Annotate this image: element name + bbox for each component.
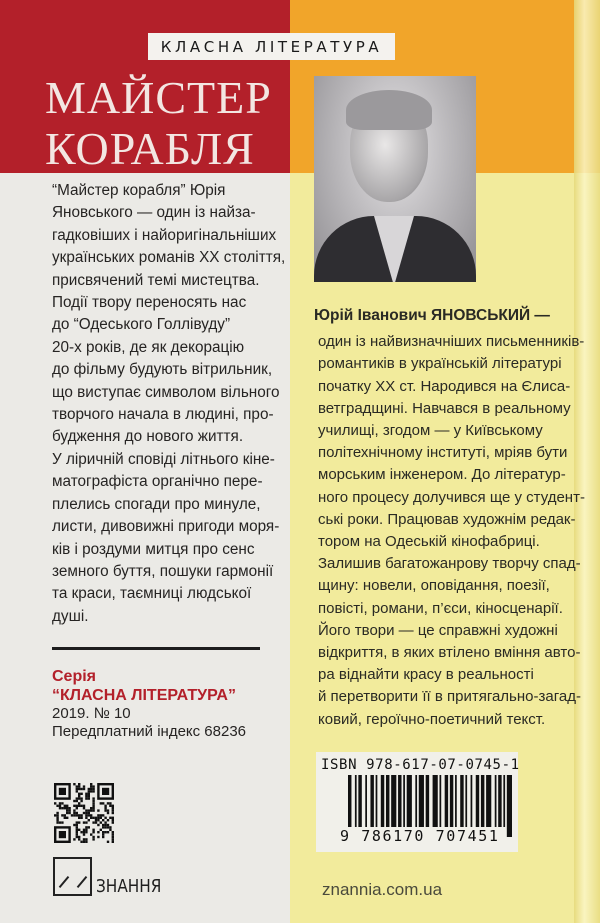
qr-module bbox=[104, 809, 106, 811]
barcode-bar bbox=[507, 775, 512, 837]
barcode-bar bbox=[381, 775, 384, 827]
qr-module bbox=[92, 831, 94, 833]
series-banner bbox=[148, 33, 395, 60]
text-line: листи, дивовижні пригоди моря- bbox=[52, 518, 280, 536]
qr-module bbox=[78, 838, 80, 840]
qr-module bbox=[78, 817, 80, 819]
qr-module bbox=[100, 814, 102, 816]
qr-module bbox=[92, 821, 94, 823]
qr-module bbox=[66, 805, 68, 807]
text-line: початку XX ст. Народився на Єлиса- bbox=[318, 377, 571, 395]
qr-module bbox=[95, 819, 97, 821]
qr-module bbox=[92, 809, 94, 811]
qr-module bbox=[76, 821, 78, 823]
qr-module bbox=[92, 807, 94, 809]
qr-module bbox=[76, 826, 78, 828]
text-line: що виступає символом вільного bbox=[52, 383, 280, 401]
qr-module bbox=[78, 797, 80, 799]
subscription-index: Передплатний індекс 68236 bbox=[52, 723, 247, 740]
text-line: присвячений темі мистецтва. bbox=[52, 271, 260, 289]
qr-module bbox=[88, 790, 90, 792]
qr-module bbox=[107, 819, 109, 821]
text-line: ські роки. Працював художнім редак- bbox=[318, 510, 576, 528]
barcode-bar bbox=[498, 775, 501, 827]
qr-module bbox=[112, 838, 114, 840]
qr-module bbox=[83, 812, 85, 814]
qr-module bbox=[92, 785, 94, 787]
text-line: відкриття, в яких втілено вміння авто- bbox=[318, 644, 581, 662]
barcode-bar bbox=[407, 775, 412, 827]
qr-module bbox=[61, 802, 63, 804]
text-line: матографіста органічно пере- bbox=[52, 473, 263, 491]
barcode-bar bbox=[426, 775, 429, 827]
qr-module bbox=[104, 807, 106, 809]
text-line: морським інженером. До літератур- bbox=[318, 466, 566, 484]
barcode-number: 9 786170 707451 bbox=[340, 827, 500, 845]
qr-module bbox=[112, 812, 114, 814]
qr-module bbox=[76, 831, 78, 833]
qr-module bbox=[83, 785, 85, 787]
qr-module bbox=[85, 838, 87, 840]
qr-module bbox=[112, 831, 114, 833]
qr-module bbox=[109, 805, 111, 807]
qr-module bbox=[56, 814, 58, 816]
qr-module bbox=[61, 807, 63, 809]
qr-module bbox=[76, 805, 78, 807]
qr-module bbox=[66, 812, 68, 814]
barcode-bar bbox=[495, 775, 497, 827]
qr-module bbox=[73, 824, 75, 826]
qr-module bbox=[88, 809, 90, 811]
barcode-bar bbox=[386, 775, 389, 827]
qr-module bbox=[83, 833, 85, 835]
qr-module bbox=[64, 817, 66, 819]
qr-module bbox=[102, 826, 104, 828]
qr-module bbox=[76, 790, 78, 792]
barcode-bar bbox=[391, 775, 396, 827]
qr-module bbox=[78, 821, 80, 823]
qr-module bbox=[97, 814, 99, 816]
qr-module bbox=[59, 802, 61, 804]
qr-module bbox=[64, 814, 66, 816]
qr-module bbox=[76, 785, 78, 787]
text-line: творчого начала в людині, про- bbox=[52, 406, 274, 424]
qr-module bbox=[64, 805, 66, 807]
qr-module bbox=[95, 821, 97, 823]
text-line: земного буття, пошуки гармонії bbox=[52, 562, 274, 580]
qr-module bbox=[76, 829, 78, 831]
qr-module bbox=[85, 817, 87, 819]
qr-module bbox=[76, 788, 78, 790]
text-line: тором на Одеській кінофабриці. bbox=[318, 533, 540, 551]
qr-module bbox=[112, 807, 114, 809]
qr-module bbox=[80, 841, 82, 843]
qr-module bbox=[107, 824, 109, 826]
text-line: ра віднайти красу в реальності bbox=[318, 666, 534, 684]
qr-module bbox=[76, 833, 78, 835]
qr-module bbox=[83, 831, 85, 833]
qr-module bbox=[97, 819, 99, 821]
author-photo bbox=[314, 76, 476, 282]
qr-module bbox=[109, 829, 111, 831]
barcode-bar bbox=[465, 775, 467, 827]
qr-module bbox=[78, 814, 80, 816]
barcode-bar bbox=[450, 775, 453, 827]
qr-module bbox=[78, 785, 80, 787]
isbn-text: ISBN 978-617-07-0745-1 bbox=[321, 757, 520, 773]
publisher-name: ЗНАННЯ bbox=[96, 876, 162, 897]
barcode-bar bbox=[486, 775, 491, 827]
qr-module bbox=[102, 824, 104, 826]
barcode-bar bbox=[439, 775, 441, 827]
qr-module bbox=[104, 821, 106, 823]
barcode-bar bbox=[445, 775, 448, 827]
qr-module bbox=[90, 788, 92, 790]
qr-module bbox=[85, 826, 87, 828]
text-line: Його твори — це справжні художні bbox=[318, 621, 558, 639]
qr-module bbox=[80, 800, 82, 802]
qr-module bbox=[83, 841, 85, 843]
qr-module bbox=[97, 836, 99, 838]
qr-module bbox=[107, 809, 109, 811]
qr-module bbox=[104, 817, 106, 819]
qr-module bbox=[90, 790, 92, 792]
qr-module bbox=[85, 814, 87, 816]
qr-module bbox=[73, 809, 75, 811]
qr-module bbox=[90, 809, 92, 811]
qr-module bbox=[80, 817, 82, 819]
qr-module bbox=[92, 836, 94, 838]
text-line: 20-х років, де як декорацію bbox=[52, 338, 245, 356]
text-line: та краси, таємниці людської bbox=[52, 585, 252, 603]
qr-module bbox=[54, 802, 56, 804]
series-banner-label: КЛАСНА ЛІТЕРАТУРА bbox=[160, 37, 383, 56]
qr-module bbox=[68, 807, 70, 809]
qr-module bbox=[83, 807, 85, 809]
qr-module bbox=[83, 805, 85, 807]
qr-module bbox=[90, 785, 92, 787]
qr-module bbox=[76, 807, 78, 809]
text-line: училищі, згодом — у Київському bbox=[318, 422, 543, 440]
barcode-bar bbox=[415, 775, 417, 827]
qr-module bbox=[66, 807, 68, 809]
book-annotation bbox=[52, 180, 285, 628]
barcode-bar bbox=[355, 775, 357, 827]
author-bio bbox=[314, 305, 585, 731]
qr-module bbox=[90, 807, 92, 809]
qr-module bbox=[112, 836, 114, 838]
book-title bbox=[45, 72, 272, 174]
qr-module bbox=[83, 838, 85, 840]
barcode-bar bbox=[398, 775, 401, 827]
text-line: українських романів XX століття, bbox=[52, 249, 286, 267]
qr-module bbox=[68, 809, 70, 811]
qr-module bbox=[107, 826, 109, 828]
text-line: й перетворити її в притягально-загад- bbox=[318, 688, 581, 706]
qr-module bbox=[107, 841, 109, 843]
qr-module bbox=[95, 817, 97, 819]
qr-module bbox=[85, 795, 87, 797]
text-line: Події твору переносять нас bbox=[52, 294, 247, 312]
qr-module bbox=[104, 831, 106, 833]
text-line: Залишив багатожанрову творчу спад- bbox=[318, 555, 581, 573]
qr-module bbox=[78, 783, 80, 785]
barcode-bar bbox=[376, 775, 378, 827]
qr-module bbox=[92, 788, 94, 790]
barcode-bar bbox=[403, 775, 405, 827]
qr-module bbox=[85, 793, 87, 795]
qr-module bbox=[92, 797, 94, 799]
text-line: політехнічному інституті, мріяв бути bbox=[318, 444, 568, 462]
text-line: романтиків в українській літературі bbox=[318, 355, 562, 373]
qr-module bbox=[97, 831, 99, 833]
qr-module bbox=[100, 829, 102, 831]
qr-module bbox=[92, 838, 94, 840]
qr-module bbox=[73, 812, 75, 814]
text-line: до “Одеського Голлівуду” bbox=[52, 316, 231, 334]
barcode-bar bbox=[471, 775, 473, 827]
qr-module bbox=[102, 788, 109, 795]
qr-module bbox=[88, 788, 90, 790]
series-info bbox=[52, 667, 246, 741]
isbn-barcode bbox=[316, 752, 518, 852]
publisher-logo bbox=[53, 857, 173, 896]
qr-module bbox=[76, 812, 78, 814]
qr-module bbox=[76, 814, 78, 816]
qr-module bbox=[71, 814, 73, 816]
logo-mark-icon bbox=[53, 857, 92, 896]
qr-module bbox=[78, 836, 80, 838]
qr-module bbox=[83, 788, 85, 790]
qr-module bbox=[112, 809, 114, 811]
qr-module bbox=[56, 812, 58, 814]
qr-module bbox=[109, 817, 111, 819]
text-line: ків і роздуми митця про сенс bbox=[52, 540, 255, 558]
qr-module bbox=[61, 814, 63, 816]
qr-module bbox=[78, 802, 80, 804]
qr-module bbox=[68, 812, 70, 814]
text-line: ковий, героїчно-поетичний текст. bbox=[318, 710, 546, 728]
qr-module bbox=[97, 817, 99, 819]
text-line: один із найвизначніших письменників- bbox=[318, 333, 585, 351]
qr-module bbox=[88, 795, 90, 797]
qr-module bbox=[92, 790, 94, 792]
qr-module bbox=[88, 826, 90, 828]
qr-module bbox=[85, 812, 87, 814]
qr-module bbox=[76, 800, 78, 802]
barcode-bar bbox=[455, 775, 457, 827]
qr-module bbox=[97, 824, 99, 826]
qr-module bbox=[78, 793, 80, 795]
barcode-bar bbox=[476, 775, 479, 827]
qr-module bbox=[76, 824, 78, 826]
qr-module bbox=[88, 797, 90, 799]
qr-module bbox=[102, 819, 104, 821]
title-line: КОРАБЛЯ bbox=[45, 123, 255, 174]
qr-module bbox=[104, 826, 106, 828]
qr-module bbox=[90, 833, 92, 835]
qr-module bbox=[100, 821, 102, 823]
divider bbox=[52, 647, 260, 650]
qr-module bbox=[59, 805, 61, 807]
qr-module bbox=[73, 838, 75, 840]
series-issue: 2019. № 10 bbox=[52, 705, 131, 722]
qr-module bbox=[112, 821, 114, 823]
qr-module bbox=[78, 805, 80, 807]
qr-module bbox=[56, 817, 58, 819]
qr-module bbox=[85, 829, 87, 831]
barcode-bar bbox=[419, 775, 424, 827]
qr-module bbox=[56, 821, 58, 823]
qr-code bbox=[54, 783, 114, 843]
qr-module bbox=[104, 805, 106, 807]
qr-module bbox=[107, 802, 109, 804]
qr-module bbox=[66, 809, 68, 811]
qr-module bbox=[102, 814, 104, 816]
qr-module bbox=[83, 821, 85, 823]
qr-module bbox=[80, 831, 82, 833]
barcode-bar bbox=[358, 775, 361, 827]
publisher-website[interactable]: znannia.com.ua bbox=[322, 880, 443, 899]
qr-module bbox=[59, 821, 61, 823]
qr-module bbox=[64, 807, 66, 809]
qr-module bbox=[112, 805, 114, 807]
qr-module bbox=[109, 802, 111, 804]
qr-module bbox=[59, 788, 66, 795]
barcode-bar bbox=[481, 775, 484, 827]
qr-module bbox=[92, 805, 94, 807]
qr-module bbox=[73, 805, 75, 807]
qr-module bbox=[92, 802, 94, 804]
qr-module bbox=[61, 821, 63, 823]
qr-module bbox=[78, 795, 80, 797]
qr-module bbox=[102, 831, 104, 833]
text-line: У ліричній сповіді літнього кіне- bbox=[52, 450, 275, 468]
text-line: повісті, романи, п’єси, кіносценарії. bbox=[318, 599, 563, 617]
qr-module bbox=[112, 819, 114, 821]
qr-module bbox=[80, 805, 82, 807]
qr-module bbox=[107, 831, 109, 833]
qr-module bbox=[112, 833, 114, 835]
qr-module bbox=[90, 783, 92, 785]
qr-module bbox=[100, 802, 102, 804]
qr-module bbox=[112, 817, 114, 819]
qr-module bbox=[92, 800, 94, 802]
text-line: плелись спогади про минуле, bbox=[52, 495, 261, 513]
text-line: будження до нового життя. bbox=[52, 428, 244, 446]
qr-module bbox=[102, 836, 104, 838]
text-line: щину: новели, оповідання, поезії, bbox=[318, 577, 550, 595]
qr-module bbox=[80, 793, 82, 795]
title-line: МАЙСТЕР bbox=[45, 72, 272, 123]
qr-module bbox=[54, 814, 56, 816]
qr-module bbox=[102, 802, 104, 804]
qr-module bbox=[88, 793, 90, 795]
qr-module bbox=[109, 826, 111, 828]
series-label: Серія bbox=[52, 668, 97, 685]
qr-module bbox=[83, 829, 85, 831]
qr-module bbox=[73, 800, 75, 802]
qr-module bbox=[100, 817, 102, 819]
text-line: душі. bbox=[52, 607, 89, 625]
series-name: “КЛАСНА ЛІТЕРАТУРА” bbox=[52, 687, 236, 704]
qr-module bbox=[112, 841, 114, 843]
text-line: гадковіших і найоригінальніших bbox=[52, 226, 277, 244]
qr-module bbox=[97, 809, 99, 811]
qr-module bbox=[73, 814, 75, 816]
qr-module bbox=[90, 817, 92, 819]
text-line: до фільму будують вітрильник, bbox=[52, 361, 273, 379]
qr-module bbox=[85, 809, 87, 811]
qr-module bbox=[56, 819, 58, 821]
text-line: ного процесу долучився ще у студент- bbox=[318, 488, 585, 506]
text-line: Яновського — один із найза- bbox=[52, 204, 256, 222]
qr-module bbox=[107, 812, 109, 814]
qr-module bbox=[56, 805, 58, 807]
barcode-bar bbox=[503, 775, 505, 827]
qr-module bbox=[90, 814, 92, 816]
qr-module bbox=[66, 817, 68, 819]
qr-module bbox=[80, 814, 82, 816]
qr-module bbox=[88, 812, 90, 814]
qr-module bbox=[59, 831, 66, 838]
qr-module bbox=[85, 841, 87, 843]
qr-module bbox=[76, 836, 78, 838]
qr-module bbox=[73, 783, 75, 785]
text-line: “Майстер корабля” Юрія bbox=[52, 182, 226, 199]
qr-module bbox=[88, 819, 90, 821]
qr-module bbox=[92, 829, 94, 831]
qr-module bbox=[85, 821, 87, 823]
qr-module bbox=[78, 788, 80, 790]
qr-module bbox=[102, 833, 104, 835]
qr-module bbox=[92, 817, 94, 819]
qr-module bbox=[76, 797, 78, 799]
qr-module bbox=[59, 807, 61, 809]
qr-module bbox=[78, 829, 80, 831]
qr-module bbox=[85, 831, 87, 833]
qr-module bbox=[85, 797, 87, 799]
barcode-bar bbox=[365, 775, 367, 827]
barcode-bar bbox=[370, 775, 373, 827]
qr-module bbox=[104, 824, 106, 826]
text-line: ветградщині. Навчався в реальному bbox=[318, 399, 571, 417]
author-name: Юрій Іванович ЯНОВСЬКИЙ — bbox=[314, 307, 550, 324]
qr-module bbox=[88, 814, 90, 816]
qr-module bbox=[80, 788, 82, 790]
barcode-bar bbox=[460, 775, 463, 827]
qr-module bbox=[80, 797, 82, 799]
